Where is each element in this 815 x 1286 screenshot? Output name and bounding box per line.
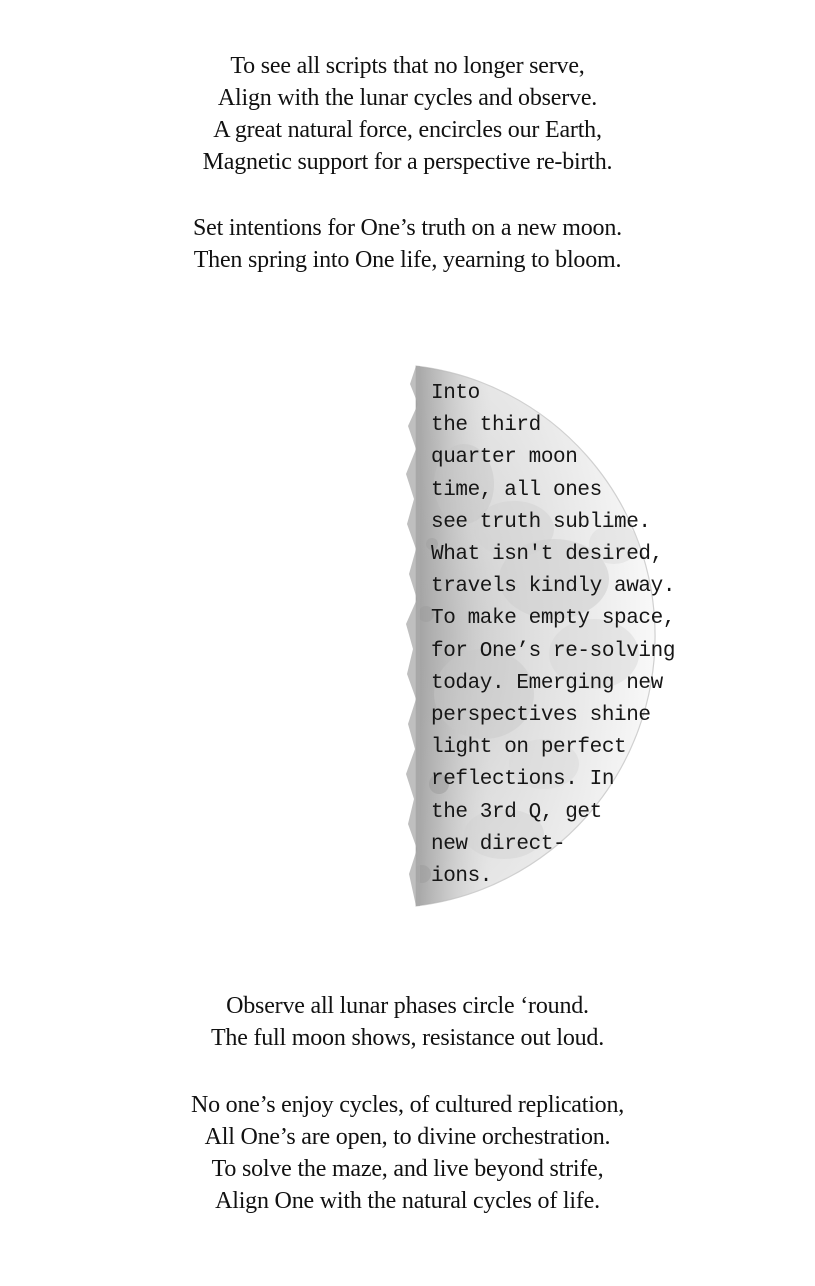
stanza-1 (0, 50, 815, 178)
poem-line: Align One with the natural cycles of life. (215, 1188, 600, 1214)
poem-line: The full moon shows, resistance out loud. (210, 1025, 605, 1051)
poem-line: A great natural force, encircles our Earth, (213, 117, 602, 143)
third-quarter-moon-illustration (404, 364, 694, 908)
moon-poem (431, 378, 675, 893)
moon-line: the 3rd Q, get (431, 800, 602, 824)
poem-line: Then spring into One life, yearning to bloom. (193, 247, 622, 273)
poem-line: Magnetic support for a perspective re-birth. (202, 149, 613, 175)
poem-line: To see all scripts that no longer serve, (230, 53, 585, 79)
moon-line: time, all ones (431, 478, 602, 502)
moon-line: travels kindly away. (431, 575, 676, 599)
moon-line: Into (431, 382, 480, 405)
poem-line: All One’s are open, to divine orchestration. (204, 1124, 611, 1150)
poem-line: No one’s enjoy cycles, of cultured replication, (190, 1092, 625, 1118)
moon-line: light on perfect (431, 736, 627, 760)
poem-line: Observe all lunar phases circle ‘round. (226, 993, 589, 1019)
stanza-4 (0, 1089, 815, 1217)
moon-line: quarter moon (431, 446, 578, 470)
moon-line: today. Emerging new (431, 671, 663, 695)
moon-line: To make empty space, (431, 607, 676, 631)
moon-line: ions. (431, 865, 493, 889)
moon-line: What isn't desired, (431, 543, 663, 567)
moon-line: perspectives shine (431, 704, 651, 728)
poem-line: To solve the maze, and live beyond strife, (211, 1156, 604, 1182)
moon-line: for One’s re-solving (431, 639, 676, 663)
moon-line: the third (431, 414, 541, 438)
stanza-3 (0, 990, 815, 1054)
poem-line: Align with the lunar cycles and observe. (217, 85, 598, 111)
moon-line: reflections. In (431, 768, 615, 792)
moon-line: new direct- (431, 832, 566, 856)
stanza-2 (0, 212, 815, 276)
poem-line: Set intentions for One’s truth on a new moon. (193, 215, 622, 241)
moon-line: see truth sublime. (431, 510, 651, 534)
